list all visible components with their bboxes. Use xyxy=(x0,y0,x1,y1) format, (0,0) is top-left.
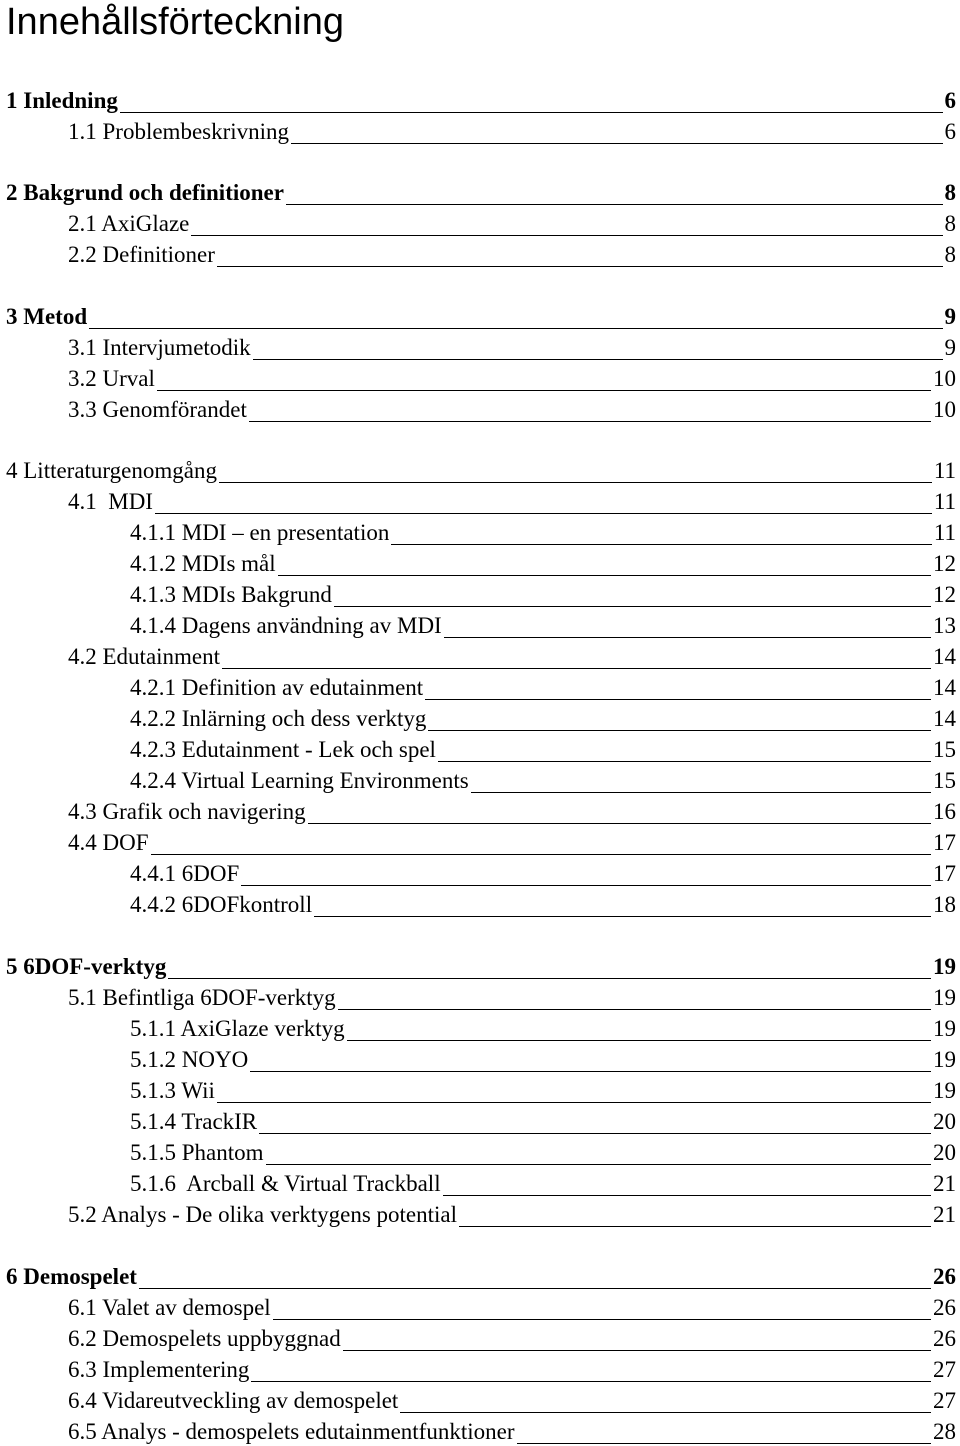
toc-entry-page-number: 6 xyxy=(944,119,956,144)
toc-leader-line xyxy=(89,328,942,329)
toc-entry-label: 3.2 Urval xyxy=(68,366,155,391)
toc-entry-page-number: 8 xyxy=(944,180,956,205)
toc-entry[interactable] xyxy=(130,1140,956,1166)
toc-entry-page-number: 11 xyxy=(933,489,956,514)
toc-leader-line xyxy=(251,1381,931,1382)
toc-leader-line xyxy=(253,359,943,360)
toc-leader-line xyxy=(157,390,931,391)
toc-leader-line xyxy=(120,112,943,113)
toc-entry[interactable] xyxy=(6,1264,956,1290)
toc-entry-label: 5.1.2 NOYO xyxy=(130,1047,249,1072)
toc-entry-page-number: 10 xyxy=(933,397,956,422)
toc-entry[interactable] xyxy=(130,737,956,763)
toc-entry[interactable] xyxy=(68,366,956,392)
toc-entry[interactable] xyxy=(130,892,956,918)
toc-entry[interactable] xyxy=(130,1078,956,1104)
toc-leader-line xyxy=(391,544,932,545)
toc-entry[interactable] xyxy=(6,304,956,330)
toc-leader-line xyxy=(151,854,931,855)
toc-leader-line xyxy=(217,266,943,267)
toc-entry-page-number: 20 xyxy=(933,1140,956,1165)
toc-entry[interactable] xyxy=(6,180,956,206)
toc-leader-line xyxy=(139,1288,931,1289)
toc-leader-line xyxy=(338,1009,931,1010)
toc-entry[interactable] xyxy=(130,768,956,794)
toc-entry-label: 4.1.3 MDIs Bakgrund xyxy=(130,582,332,607)
toc-entry-label: 4.2.4 Virtual Learning Environments xyxy=(130,768,469,793)
toc-entry-page-number: 15 xyxy=(933,768,956,793)
toc-entry-label: 4 Litteraturgenomgång xyxy=(6,458,217,483)
toc-leader-line xyxy=(241,885,931,886)
toc-entry[interactable] xyxy=(68,211,956,237)
toc-entry[interactable] xyxy=(68,1295,956,1321)
toc-entry-label: 4.2 Edutainment xyxy=(68,644,221,669)
toc-entry-page-number: 19 xyxy=(933,1016,956,1041)
toc-entry-label: 1.1 Problembeskrivning xyxy=(68,119,290,144)
toc-entry-label: 3.3 Genomförandet xyxy=(68,397,247,422)
toc-entry-page-number: 9 xyxy=(944,335,956,360)
toc-entry[interactable] xyxy=(130,706,956,732)
toc-entry-page-number: 26 xyxy=(933,1264,956,1289)
toc-leader-line xyxy=(217,1102,931,1103)
toc-entry-page-number: 19 xyxy=(933,985,956,1010)
toc-entry-page-number: 28 xyxy=(933,1419,956,1444)
toc-leader-line xyxy=(425,699,931,700)
toc-entry-label: 6.1 Valet av demospel xyxy=(68,1295,271,1320)
toc-entry[interactable] xyxy=(68,119,956,145)
toc-leader-line xyxy=(438,761,931,762)
toc-entry[interactable] xyxy=(68,335,956,361)
toc-entry-page-number: 27 xyxy=(933,1388,956,1413)
toc-leader-line xyxy=(459,1226,931,1227)
toc-entry[interactable] xyxy=(130,1171,956,1197)
toc-entry-label: 4.3 Grafik och navigering xyxy=(68,799,306,824)
toc-leader-line xyxy=(400,1412,931,1413)
toc-entry-label: 2.1 AxiGlaze xyxy=(68,211,190,236)
toc-entry-page-number: 18 xyxy=(933,892,956,917)
toc-entry[interactable] xyxy=(130,675,956,701)
toc-entry-label: 6 Demospelet xyxy=(6,1264,137,1289)
toc-entry[interactable] xyxy=(130,613,956,639)
toc-entry-page-number: 13 xyxy=(933,613,956,638)
toc-entry-label: 5.1.3 Wii xyxy=(130,1078,215,1103)
toc-entry[interactable] xyxy=(130,551,956,577)
toc-entry-page-number: 11 xyxy=(933,458,956,483)
toc-leader-line xyxy=(517,1443,932,1444)
toc-entry-label: 5.1.6 Arcball & Virtual Trackball xyxy=(130,1171,441,1196)
toc-entry[interactable] xyxy=(68,985,956,1011)
toc-leader-line xyxy=(343,1350,931,1351)
toc-entry[interactable] xyxy=(6,954,956,980)
toc-entry-page-number: 14 xyxy=(933,675,956,700)
toc-leader-line xyxy=(222,668,931,669)
toc-leader-line xyxy=(273,1319,931,1320)
toc-entry[interactable] xyxy=(68,1357,956,1383)
toc-leader-line xyxy=(471,792,931,793)
toc-entry-page-number: 20 xyxy=(933,1109,956,1134)
toc-leader-line xyxy=(155,513,932,514)
toc-entry-page-number: 19 xyxy=(933,1047,956,1072)
toc-entry[interactable] xyxy=(68,1202,956,1228)
toc-entry-page-number: 17 xyxy=(933,861,956,886)
toc-entry-label: 5 6DOF-verktyg xyxy=(6,954,167,979)
toc-leader-line xyxy=(428,730,931,731)
toc-entry-label: 4.1.1 MDI – en presentation xyxy=(130,520,390,545)
toc-leader-line xyxy=(249,421,931,422)
toc-entry[interactable] xyxy=(68,830,956,856)
toc-leader-line xyxy=(286,204,943,205)
toc-leader-line xyxy=(308,823,931,824)
toc-entry[interactable] xyxy=(6,458,956,484)
toc-entry-page-number: 19 xyxy=(933,1078,956,1103)
toc-entry-label: 4.4.2 6DOFkontroll xyxy=(130,892,313,917)
toc-entry-page-number: 21 xyxy=(933,1171,956,1196)
toc-entry-label: 2.2 Definitioner xyxy=(68,242,215,267)
toc-leader-line xyxy=(191,235,942,236)
toc-entry-label: 6.2 Demospelets uppbyggnad xyxy=(68,1326,341,1351)
toc-entry-page-number: 26 xyxy=(933,1326,956,1351)
toc-entry[interactable] xyxy=(68,799,956,825)
toc-entry-page-number: 9 xyxy=(944,304,956,329)
toc-entry-page-number: 8 xyxy=(944,242,956,267)
toc-leader-line xyxy=(444,637,931,638)
toc-entry-label: 4.2.3 Edutainment - Lek och spel xyxy=(130,737,436,762)
toc-entry-page-number: 16 xyxy=(933,799,956,824)
toc-leader-line xyxy=(314,916,931,917)
toc-leader-line xyxy=(168,978,931,979)
toc-entry-label: 3 Metod xyxy=(6,304,88,329)
toc-entry-page-number: 8 xyxy=(944,211,956,236)
toc-entry[interactable] xyxy=(130,861,956,887)
toc-entry[interactable] xyxy=(68,1388,956,1414)
toc-entry-label: 4.4 DOF xyxy=(68,830,149,855)
toc-entry-label: 6.5 Analys - demospelets edutainmentfunktioner xyxy=(68,1419,515,1444)
toc-entry-label: 4.1.2 MDIs mål xyxy=(130,551,276,576)
toc-entry-page-number: 6 xyxy=(944,88,956,113)
toc-entry-label: 4.2.2 Inlärning och dess verktyg xyxy=(130,706,427,731)
toc-leader-line xyxy=(291,143,942,144)
toc-entry-label: 4.1.4 Dagens användning av MDI xyxy=(130,613,442,638)
toc-entry-page-number: 12 xyxy=(933,551,956,576)
toc-entry-page-number: 11 xyxy=(933,520,956,545)
toc-entry-label: 4.4.1 6DOF xyxy=(130,861,240,886)
toc-entry-page-number: 15 xyxy=(933,737,956,762)
toc-entry-page-number: 10 xyxy=(933,366,956,391)
toc-entry-page-number: 27 xyxy=(933,1357,956,1382)
toc-entry[interactable] xyxy=(6,88,956,114)
toc-entry[interactable] xyxy=(130,1016,956,1042)
toc-entry[interactable] xyxy=(68,489,956,515)
toc-entry-page-number: 14 xyxy=(933,706,956,731)
toc-entry-label: 6.3 Implementering xyxy=(68,1357,250,1382)
toc-entry-label: 5.1 Befintliga 6DOF-verktyg xyxy=(68,985,336,1010)
toc-entry[interactable] xyxy=(130,1047,956,1073)
toc-entry-page-number: 26 xyxy=(933,1295,956,1320)
toc-entry-page-number: 21 xyxy=(933,1202,956,1227)
toc-leader-line xyxy=(266,1164,931,1165)
toc-entry-page-number: 12 xyxy=(933,582,956,607)
toc-leader-line xyxy=(334,606,931,607)
toc-leader-line xyxy=(259,1133,931,1134)
toc-leader-line xyxy=(347,1040,931,1041)
toc-entry[interactable] xyxy=(68,397,956,423)
toc-entry-page-number: 17 xyxy=(933,830,956,855)
toc-entry-page-number: 14 xyxy=(933,644,956,669)
toc-leader-line xyxy=(278,575,931,576)
toc-entry[interactable] xyxy=(130,582,956,608)
toc-entry[interactable] xyxy=(130,520,956,546)
toc-entry-label: 6.4 Vidareutveckling av demospelet xyxy=(68,1388,399,1413)
toc-entry-label: 1 Inledning xyxy=(6,88,118,113)
toc-leader-line xyxy=(219,482,932,483)
toc-leader-line xyxy=(443,1195,931,1196)
toc-entry-label: 5.2 Analys - De olika verktygens potential xyxy=(68,1202,458,1227)
toc-entry-label: 5.1.1 AxiGlaze verktyg xyxy=(130,1016,345,1041)
toc-entry-label: 4.2.1 Definition av edutainment xyxy=(130,675,424,700)
toc-entry-label: 4.1 MDI xyxy=(68,489,153,514)
toc-entry[interactable] xyxy=(68,644,956,670)
page-title: Innehållsförteckning xyxy=(6,1,344,43)
toc-entry[interactable] xyxy=(68,242,956,268)
toc-entry-label: 5.1.5 Phantom xyxy=(130,1140,264,1165)
toc-entry-label: 2 Bakgrund och definitioner xyxy=(6,180,284,205)
toc-entry[interactable] xyxy=(68,1326,956,1352)
toc-entry[interactable] xyxy=(130,1109,956,1135)
toc-leader-line xyxy=(250,1071,931,1072)
toc-entry[interactable] xyxy=(68,1419,956,1445)
toc-entry-label: 3.1 Intervjumetodik xyxy=(68,335,251,360)
toc-entry-label: 5.1.4 TrackIR xyxy=(130,1109,258,1134)
toc-entry-page-number: 19 xyxy=(933,954,956,979)
